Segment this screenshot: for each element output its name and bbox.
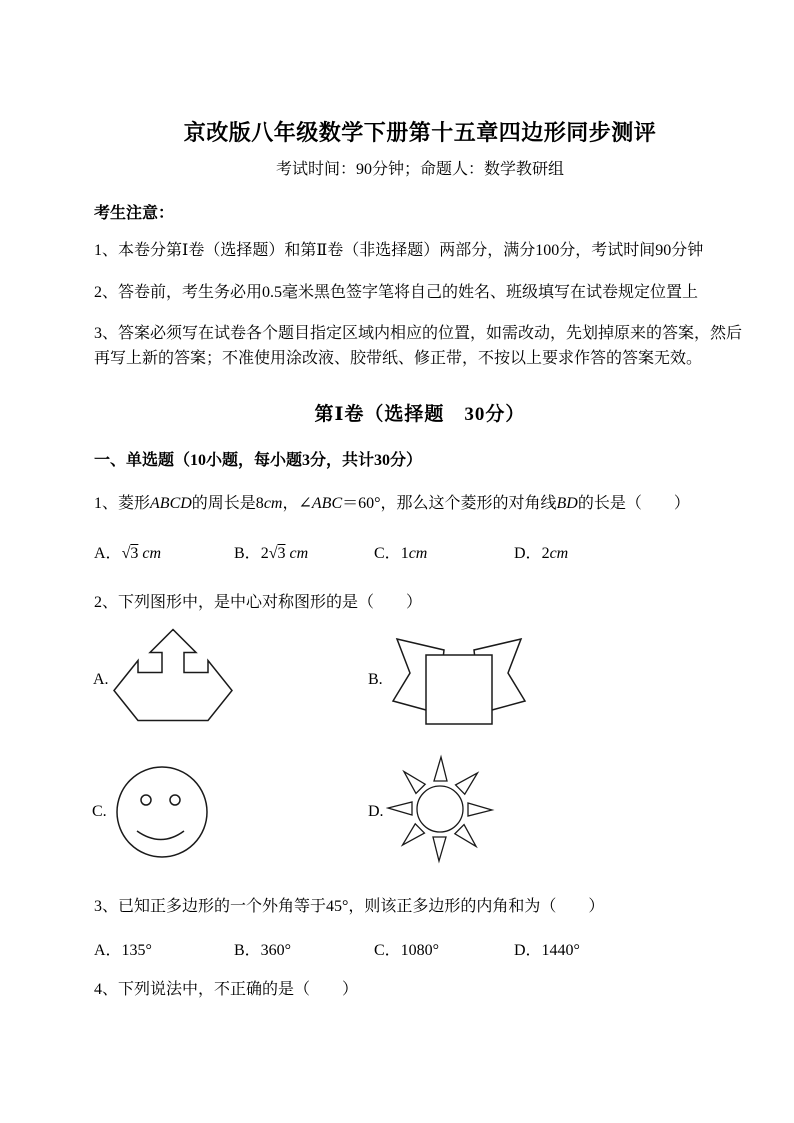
- q3-choice-d: D．1440°: [514, 942, 580, 959]
- subsection-single-choice: 一、单选题（10小题，每小题3分，共计30分）: [94, 452, 423, 469]
- square-with-ribbons-icon: [389, 637, 530, 729]
- notice-heading: 考生注意：: [94, 205, 175, 222]
- question-3: 3、已知正多边形的一个外角等于45°，则该正多边形的内角和为（ ）: [94, 898, 605, 915]
- question-1-text: 1、菱形: [94, 495, 151, 512]
- radical-sign: √: [268, 545, 278, 562]
- question-1-choices: [94, 540, 746, 564]
- q1-choice-b: B．2√3 cm: [234, 545, 309, 562]
- math-unit-cm: cm: [263, 495, 283, 512]
- page-title: 京改版八年级数学下册第十五章四边形同步测评: [183, 120, 657, 145]
- q3-choice-b: B．360°: [234, 942, 292, 959]
- q3-choice-c: C．1080°: [374, 942, 440, 959]
- three-way-arrow-icon: [113, 628, 234, 730]
- notice-item-2: 2、答卷前，考生务必用0.5毫米黑色签字笔将自己的姓名、班级填写在试卷规定位置上: [94, 284, 699, 301]
- sun-icon: [386, 754, 496, 866]
- question-1: 1、菱形ABCD的周长是8cm，∠ABC＝60°，那么这个菱形的对角线BD的长是（ ）: [94, 495, 690, 512]
- question-2: 2、下列图形中，是中心对称图形的是（ ）: [94, 594, 423, 611]
- q1-choice-a: A．√3 cm: [94, 545, 161, 562]
- q1-choice-d: D．2cm: [514, 545, 569, 562]
- math-var-abcd: ABCD: [150, 495, 192, 512]
- math-var-abc: ABC: [311, 495, 343, 512]
- q2-option-a-label: A.: [93, 671, 109, 688]
- q3-choice-a: A．135°: [94, 942, 152, 959]
- exam-meta-line: 考试时间：90分钟；命题人：数学教研组: [275, 161, 564, 178]
- q2-option-d-label: D.: [368, 803, 384, 820]
- notice-item-1: 1、本卷分第Ⅰ卷（选择题）和第Ⅱ卷（非选择题）两部分，满分100分，考试时间90分钟: [94, 242, 704, 259]
- q2-option-c-label: C.: [92, 803, 107, 820]
- section-1-header: 第Ⅰ卷（选择题 30分）: [314, 404, 526, 425]
- question-4: 4、下列说法中，不正确的是（ ）: [94, 981, 359, 998]
- radical-sign: √: [121, 545, 131, 562]
- q2-option-b-label: B.: [368, 671, 383, 688]
- question-3-choices: [94, 937, 746, 961]
- q1-choice-c: C．1cm: [374, 545, 428, 562]
- notice-item-3: 3、答案必须写在试卷各个题目指定区域内相应的位置，如需改动，先划掉原来的答案，然后再写上新的答案；不准使用涂改液、胶带纸、修正带，不按以上要求作答的答案无效。: [94, 325, 743, 367]
- math-var-bd: BD: [556, 495, 578, 512]
- smiley-face-icon: [115, 765, 210, 860]
